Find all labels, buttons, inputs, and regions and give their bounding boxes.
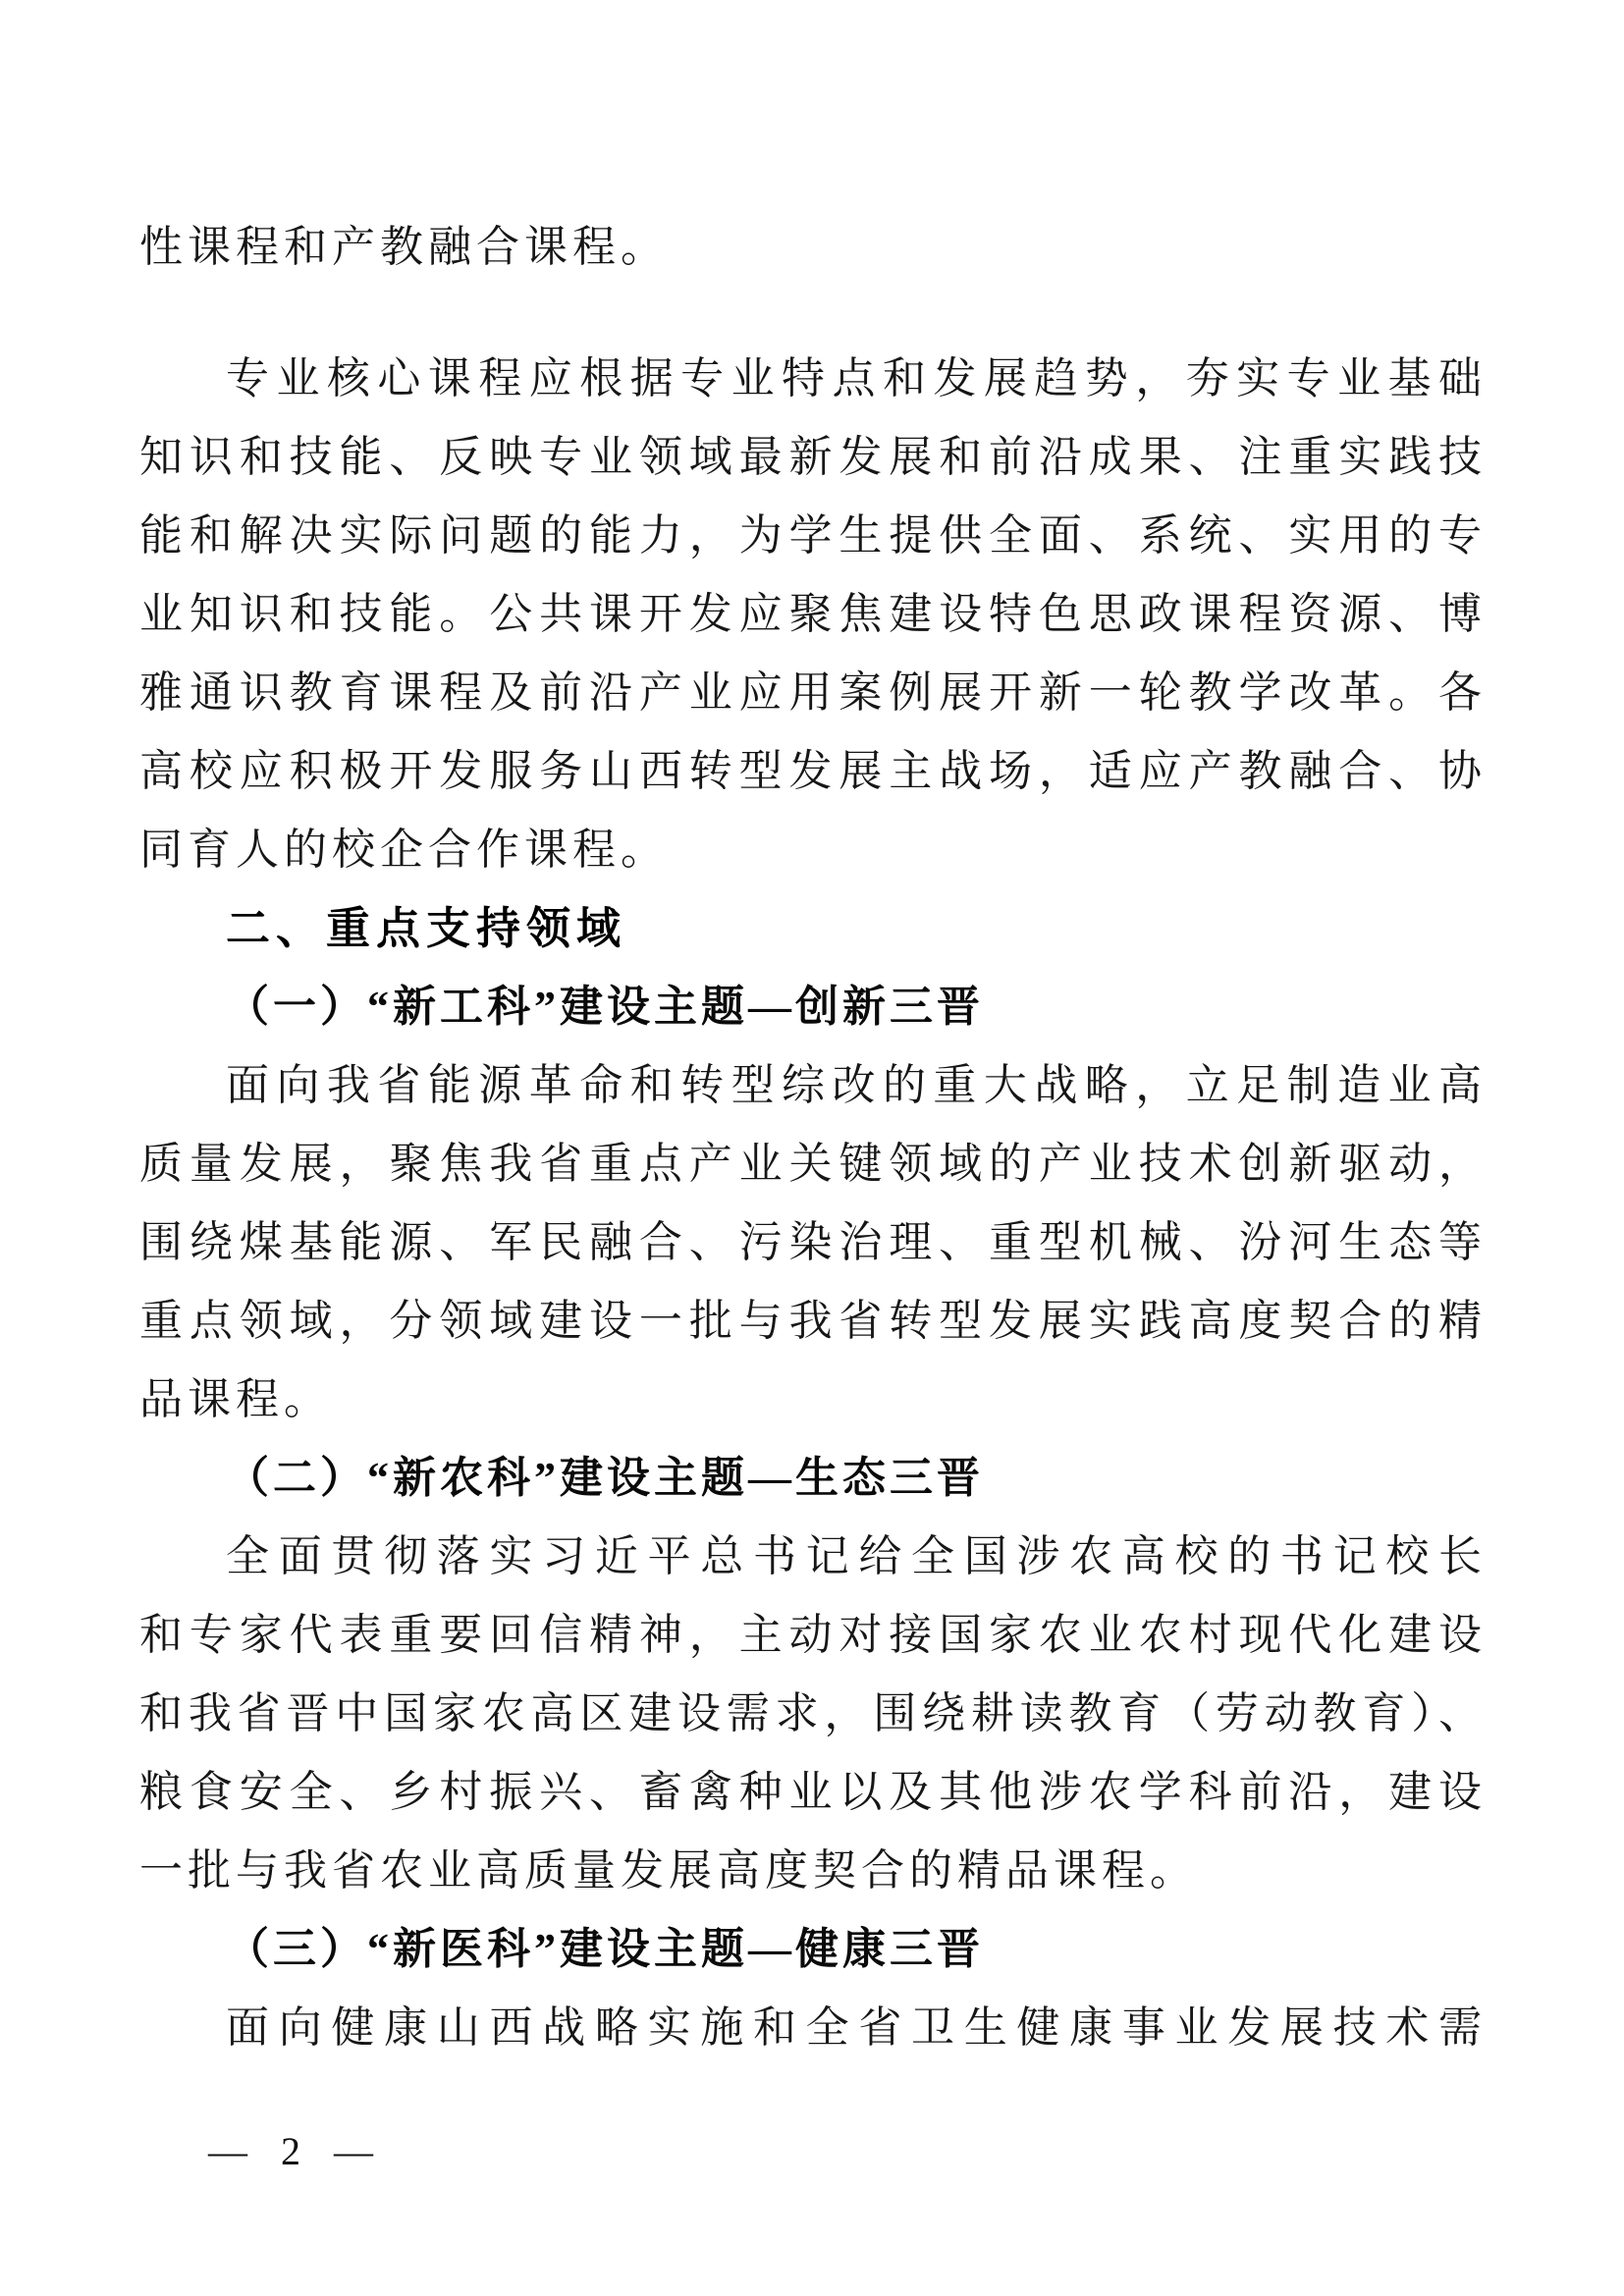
text-line: 知识和技能、反映专业领域最新发展和前沿成果、注重实践技 bbox=[139, 433, 1487, 481]
text-line: 质量发展，聚焦我省重点产业关键领域的产业技术创新驱动， bbox=[139, 1140, 1487, 1188]
page-number: — 2 — bbox=[208, 2129, 385, 2173]
subsection-heading-2: （二）“新农科”建设主题—生态三晋 bbox=[226, 1454, 984, 1502]
text-line: 业知识和技能。公共课开发应聚焦建设特色思政课程资源、博 bbox=[139, 590, 1487, 638]
section-heading: 二、重点支持领域 bbox=[226, 903, 627, 953]
text-line: 粮食安全、乡村振兴、畜禽种业以及其他涉农学科前沿，建设 bbox=[139, 1768, 1487, 1816]
document-body bbox=[139, 208, 1487, 2067]
text-line: 和我省晋中国家农高区建设需求，围绕耕读教育（劳动教育）、 bbox=[139, 1689, 1487, 1737]
text-line: 高校应积极开发服务山西转型发展主战场，适应产教融合、协 bbox=[139, 747, 1487, 795]
text-line: 面向我省能源革命和转型综改的重大战略，立足制造业高 bbox=[226, 1061, 1487, 1109]
text-line: 专业核心课程应根据专业特点和发展趋势，夯实专业基础 bbox=[226, 354, 1487, 402]
text-line: 性课程和产教融合课程。 bbox=[139, 223, 669, 271]
text-line: 围绕煤基能源、军民融合、污染治理、重型机械、汾河生态等 bbox=[139, 1218, 1487, 1266]
text-line: 同育人的校企合作课程。 bbox=[139, 826, 669, 874]
text-line: 全面贯彻落实习近平总书记给全国涉农高校的书记校长 bbox=[226, 1532, 1487, 1580]
subsection-heading-1: （一）“新工科”建设主题—创新三晋 bbox=[226, 983, 984, 1031]
text-line: 雅通识教育课程及前沿产业应用案例展开新一轮教学改革。各 bbox=[139, 668, 1487, 717]
text-line: 能和解决实际问题的能力，为学生提供全面、系统、实用的专 bbox=[139, 511, 1487, 560]
text-line: 重点领域，分领域建设一批与我省转型发展实践高度契合的精 bbox=[139, 1297, 1487, 1345]
text-line: 品课程。 bbox=[139, 1375, 332, 1423]
text-line: 和专家代表重要回信精神，主动对接国家农业农村现代化建设 bbox=[139, 1611, 1487, 1659]
text-line: 一批与我省农业高质量发展高度契合的精品课程。 bbox=[139, 1846, 1198, 1895]
subsection-heading-3: （三）“新医科”建设主题—健康三晋 bbox=[226, 1925, 984, 1973]
text-line: 面向健康山西战略实施和全省卫生健康事业发展技术需 bbox=[226, 2003, 1487, 2052]
